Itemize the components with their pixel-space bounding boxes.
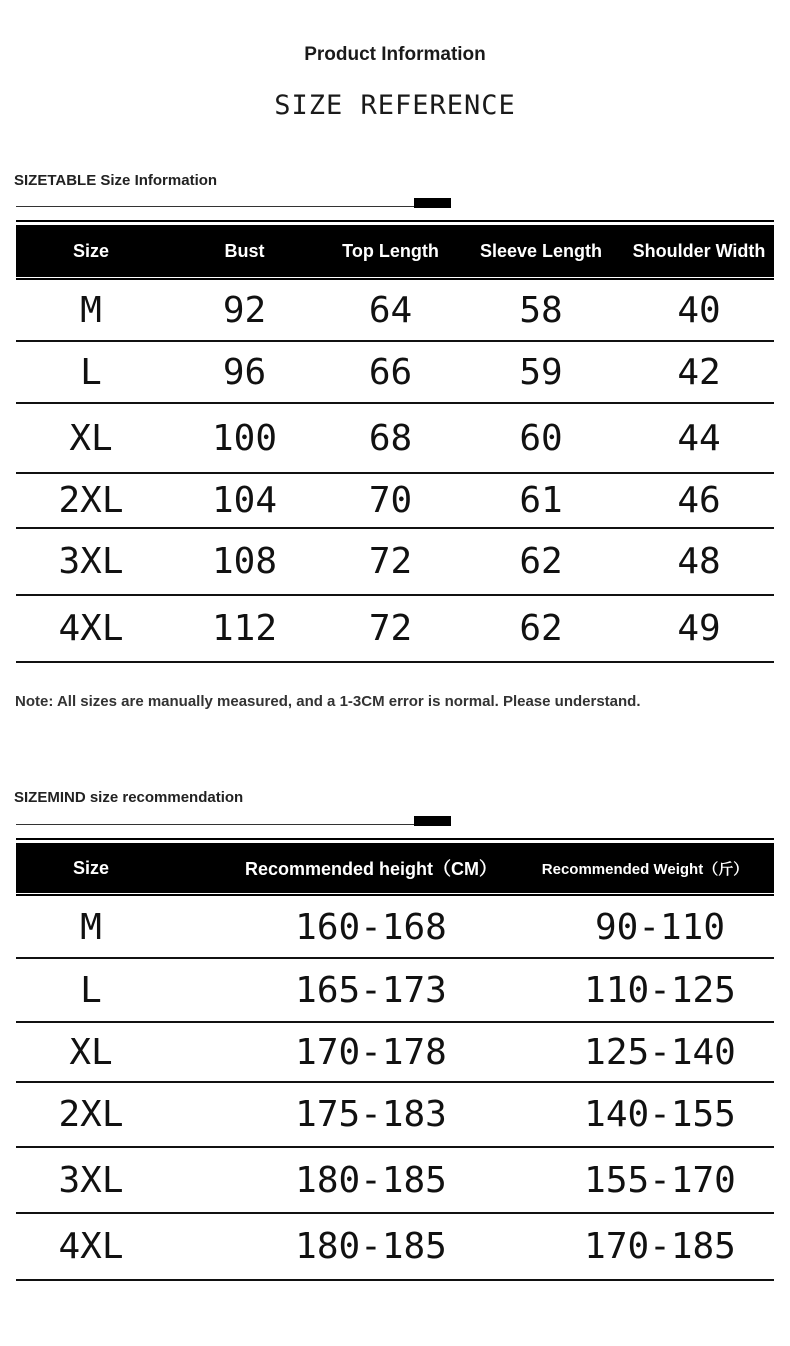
cell-weight: 155-170 <box>584 1159 736 1201</box>
cell-bust: 108 <box>211 541 278 582</box>
table-row <box>16 529 774 596</box>
cell-shoulder-width: 48 <box>677 541 721 582</box>
cell-size: L <box>80 969 102 1011</box>
cell-sleeve-length: 58 <box>519 289 563 331</box>
size-table-label: SIZETABLE Size Information <box>14 172 218 189</box>
column-header-recommended-weight: Recommended Weight（斤） <box>541 860 749 878</box>
recommendation-table-label: SIZEMIND size recommendation <box>14 789 244 806</box>
cell-size: XL <box>69 1031 113 1073</box>
table-row <box>16 1023 774 1083</box>
section-divider-accent <box>414 816 451 826</box>
cell-shoulder-width: 49 <box>677 608 721 649</box>
cell-bust: 104 <box>211 480 278 521</box>
cell-size: 3XL <box>58 541 124 582</box>
table-row <box>16 404 774 474</box>
size-table-header <box>16 225 774 277</box>
cell-shoulder-width: 44 <box>677 417 721 459</box>
cell-top-length: 68 <box>368 417 413 459</box>
cell-size: 3XL <box>58 1159 124 1201</box>
cell-shoulder-width: 46 <box>677 480 721 521</box>
cell-sleeve-length: 62 <box>519 608 563 649</box>
cell-weight: 140-155 <box>584 1094 736 1135</box>
cell-weight: 170-185 <box>584 1226 736 1267</box>
cell-top-length: 64 <box>368 289 413 331</box>
section-divider-accent <box>414 198 451 208</box>
column-header-sleeve-length: Sleeve Length <box>479 240 603 261</box>
cell-top-length: 72 <box>368 608 413 649</box>
page-subtitle: SIZE REFERENCE <box>274 90 516 121</box>
column-header-shoulder-width: Shoulder Width <box>632 240 766 261</box>
cell-height: 165-173 <box>295 969 447 1011</box>
table-row <box>16 1214 774 1281</box>
page-title: Product Information <box>304 44 486 65</box>
table-row <box>16 897 774 959</box>
cell-bust: 100 <box>211 417 278 459</box>
recommendation-table-header <box>16 843 774 893</box>
cell-sleeve-length: 60 <box>519 417 563 459</box>
table-top-border <box>16 220 774 222</box>
table-row <box>16 1083 774 1148</box>
cell-sleeve-length: 62 <box>519 541 563 582</box>
cell-shoulder-width: 40 <box>677 289 721 331</box>
measurement-note: Note: All sizes are manually measured, and a 1-3CM error is normal. Please understand. <box>15 693 641 710</box>
table-row <box>16 474 774 529</box>
table-header-border <box>16 894 774 896</box>
cell-weight: 125-140 <box>584 1031 736 1073</box>
cell-size: 2XL <box>58 480 124 521</box>
cell-bust: 92 <box>222 289 267 331</box>
cell-weight: 110-125 <box>584 969 736 1011</box>
cell-top-length: 66 <box>368 351 413 393</box>
table-row <box>16 959 774 1023</box>
table-row <box>16 280 774 342</box>
table-row <box>16 596 774 663</box>
cell-shoulder-width: 42 <box>677 351 721 393</box>
column-header-size: Size <box>72 240 110 261</box>
cell-size: 4XL <box>58 608 124 649</box>
table-row <box>16 342 774 404</box>
cell-height: 160-168 <box>295 906 447 948</box>
cell-top-length: 70 <box>368 480 413 521</box>
cell-size: M <box>80 289 102 331</box>
cell-bust: 96 <box>222 351 267 393</box>
column-header-size: Size <box>72 857 110 878</box>
cell-size: 4XL <box>58 1226 124 1267</box>
cell-size: XL <box>69 417 113 459</box>
cell-height: 180-185 <box>295 1226 447 1267</box>
column-header-recommended-height: Recommended height（CM） <box>244 859 498 879</box>
cell-top-length: 72 <box>368 541 413 582</box>
cell-sleeve-length: 59 <box>519 351 563 393</box>
cell-height: 180-185 <box>295 1159 447 1201</box>
cell-size: 2XL <box>58 1094 124 1135</box>
column-header-bust: Bust <box>224 240 265 261</box>
cell-height: 175-183 <box>295 1094 447 1135</box>
table-top-border <box>16 838 774 840</box>
column-header-top-length: Top Length <box>342 240 439 261</box>
cell-sleeve-length: 61 <box>519 480 563 521</box>
cell-size: L <box>80 351 102 393</box>
cell-size: M <box>80 906 102 948</box>
cell-weight: 90-110 <box>594 906 726 948</box>
section-divider <box>16 206 416 207</box>
cell-height: 170-178 <box>295 1031 447 1073</box>
section-divider <box>16 824 416 825</box>
cell-bust: 112 <box>211 608 278 649</box>
table-row <box>16 1148 774 1214</box>
